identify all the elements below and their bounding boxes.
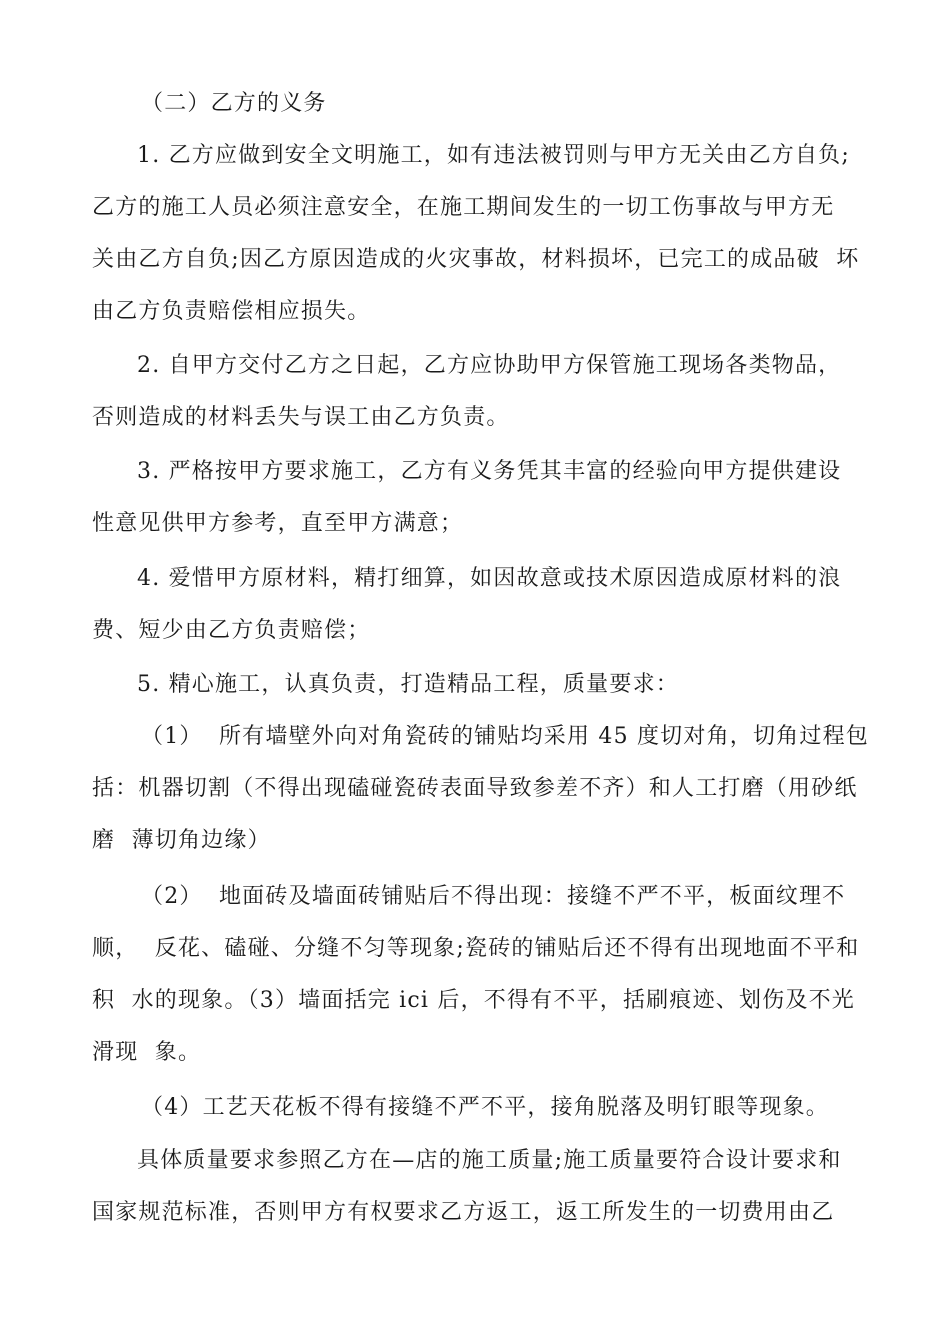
paragraph-line: 磨 薄切角边缘）	[92, 828, 271, 853]
paragraph-line: （1） 所有墙壁外向对角瓷砖的铺贴均采用 45 度切对角，切角过程包	[141, 724, 869, 749]
paragraph-line: 性意见供甲方参考，直至甲方满意；	[92, 511, 464, 536]
paragraph-line: （4）工艺天花板不得有接缝不严不平，接角脱落及明钉眼等现象。	[141, 1095, 829, 1120]
paragraph-line: 3. 严格按甲方要求施工，乙方有义务凭其丰富的经验向甲方提供建设	[137, 459, 842, 484]
paragraph-line: 积 水的现象。（3）墙面括完 ici 后，不得有不平，括刷痕迹、划伤及不光	[92, 988, 855, 1013]
paragraph-line: 2. 自甲方交付乙方之日起，乙方应协助甲方保管施工现场各类物品，	[137, 353, 842, 378]
paragraph-line: 乙方的施工人员必须注意安全，在施工期间发生的一切工伤事故与甲方无	[92, 195, 835, 220]
paragraph-line: 否则造成的材料丢失与误工由乙方负责。	[92, 405, 510, 430]
paragraph-line: 费、短少由乙方负责赔偿；	[92, 618, 371, 643]
paragraph-line: 关由乙方自负;因乙方原因造成的火灾事故，材料损坏，已完工的成品破 坏	[92, 247, 860, 272]
paragraph-line: 滑现 象。	[92, 1040, 202, 1065]
paragraph-line: 括：机器切割（不得出现磕碰瓷砖表面导致参差不齐）和人工打磨（用砂纸	[92, 776, 858, 801]
paragraph-line: 由乙方负责赔偿相应损失。	[92, 299, 371, 324]
paragraph-line: 1. 乙方应做到安全文明施工，如有违法被罚则与甲方无关由乙方自负;	[137, 143, 850, 168]
paragraph-line: 顺， 反花、磕碰、分缝不匀等现象;瓷砖的铺贴后还不得有出现地面不平和	[92, 936, 860, 961]
paragraph-line: 国家规范标准，否则甲方有权要求乙方返工，返工所发生的一切费用由乙	[92, 1200, 835, 1225]
paragraph-line: 4. 爱惜甲方原材料，精打细算，如因故意或技术原因造成原材料的浪	[137, 566, 842, 591]
paragraph-line: 具体质量要求参照乙方在—店的施工质量;施工质量要符合设计要求和	[137, 1148, 842, 1173]
paragraph-line: 5. 精心施工，认真负责，打造精品工程，质量要求：	[137, 672, 679, 697]
paragraph-line: （2） 地面砖及墙面砖铺贴后不得出现：接缝不严不平，板面纹理不	[141, 884, 846, 909]
section-heading: （二）乙方的义务	[141, 91, 327, 116]
